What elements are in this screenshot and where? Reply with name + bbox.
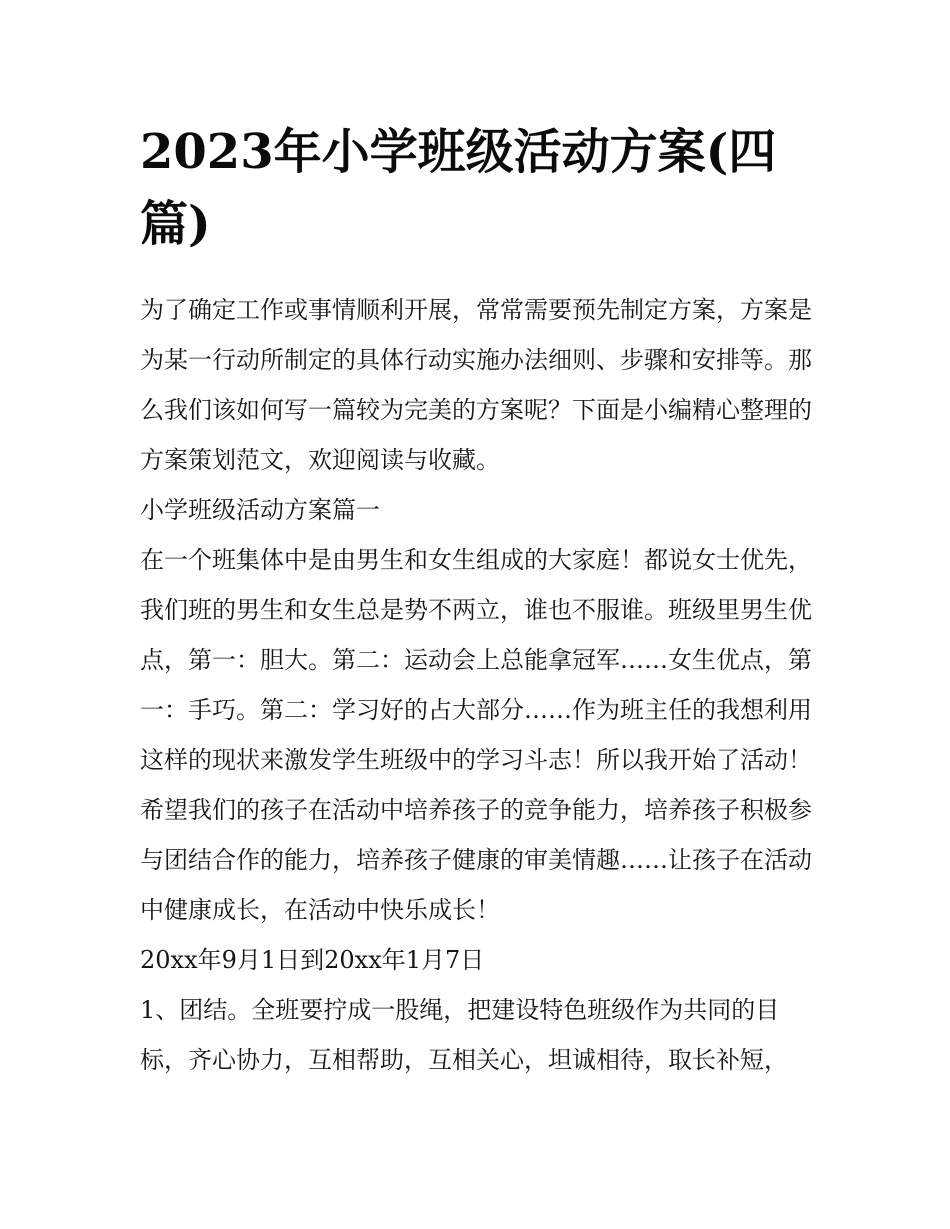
body-paragraph: 在一个班集体中是由男生和女生组成的大家庭！都说女士优先，我们班的男生和女生总是势不两立，谁也不服谁。班级里男生优点，第一：胆大。第二：运动会上总能拿冠军……女生优点，第一：手巧。第二：学习好的占大部分……作为班主任的我想利用这样的现状来激发学生班级中的学习斗志！所以我开始了活动！希望我们的孩子在活动中培养孩子的竞争能力，培养孩子积极参与团结合作的能力，培养孩子健康的审美情趣……让孩子在活动中健康成长，在活动中快乐成长！ bbox=[140, 546, 812, 924]
document-title: 2023年小学班级活动方案(四篇) bbox=[140, 124, 777, 252]
date-range: 20xx年9月1日到20xx年1月7日 bbox=[140, 946, 485, 974]
list-item-1: 1、团结。全班要拧成一股绳，把建设特色班级作为共同的目标，齐心协力，互相帮助，互相关心，坦诚相待，取长补短， bbox=[140, 996, 788, 1074]
section-heading: 小学班级活动方案篇一 bbox=[140, 496, 380, 524]
document-content bbox=[140, 116, 816, 1085]
intro-paragraph: 为了确定工作或事情顺利开展，常常需要预先制定方案，方案是为某一行动所制定的具体行动实施办法细则、步骤和安排等。那么我们该如何写一篇较为完美的方案呢？下面是小编精心整理的方案策划范文，欢迎阅读与收藏。 bbox=[140, 296, 812, 474]
